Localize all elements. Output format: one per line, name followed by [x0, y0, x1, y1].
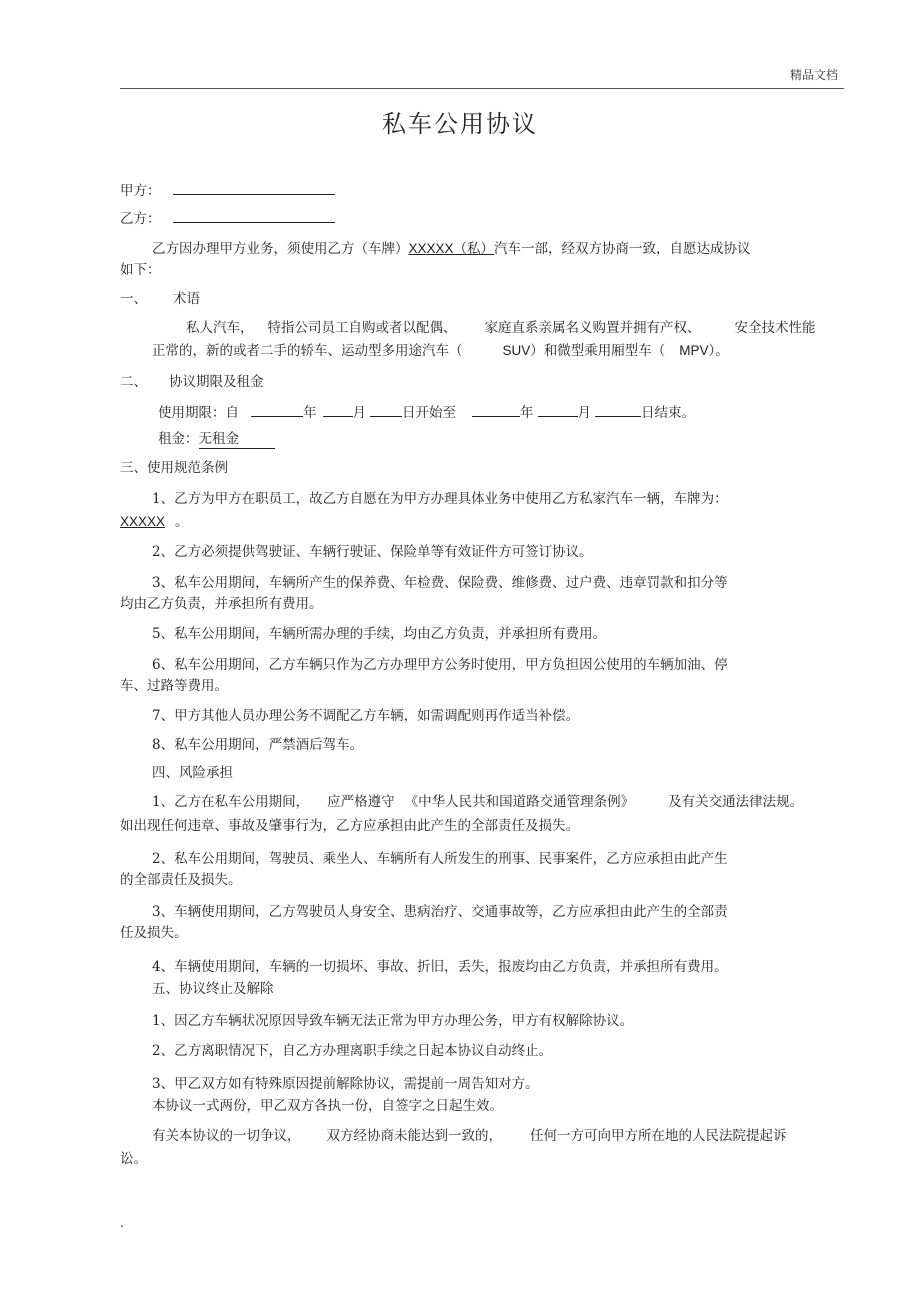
s3-item-1-end: 。: [175, 514, 189, 530]
start-month-blank: [323, 402, 353, 417]
s1-text-f: ）和微型乘用厢型车（: [530, 343, 666, 359]
plate-number: XXXXX（私）: [408, 241, 495, 256]
s4-text-b: 应严格遵守: [327, 794, 395, 810]
s1-text-c: 家庭直系亲属名义购置并拥有产权、: [484, 320, 701, 336]
section-3-heading: 三、使用规范条例: [120, 460, 228, 476]
s3-item-8: 8、私车公用期间，严禁酒后驾车。: [152, 737, 364, 753]
end-label: 日结束。: [641, 405, 695, 421]
party-a-blank: [173, 180, 335, 195]
section-2-number: 二、: [120, 374, 147, 390]
section-2-title: 协议期限及租金: [169, 374, 264, 390]
s4-text-c: 《中华人民共和国道路交通管理条例》: [404, 794, 635, 810]
month-label: 月: [352, 405, 366, 421]
s5-item-3: 3、甲乙双方如有特殊原因提前解除协议，需提前一周告知对方。: [152, 1076, 539, 1092]
s4-item-1-line-2: 如出现任何违章、事故及肇事行为，乙方应承担由此产生的全部责任及损失。: [120, 818, 579, 834]
section-1-title: 术语: [173, 291, 200, 307]
header-rule: [120, 88, 844, 89]
month-label-2: 月: [577, 405, 591, 421]
s4-item-4: 4、车辆使用期间，车辆的一切损坏、事故、折旧，丢失，报废均由乙方负责，并承担所有费用。: [152, 959, 728, 975]
s1-suv: SUV: [502, 343, 531, 358]
section-1-heading: [120, 290, 200, 308]
party-a-line: [120, 180, 335, 200]
party-b-blank: [173, 208, 335, 223]
copies-clause: 本协议一式两份，甲乙双方各执一份，自签字之日起生效。: [152, 1098, 503, 1114]
party-a-label: 甲方：: [120, 183, 161, 199]
document-title: 私车公用协议: [382, 110, 538, 138]
s1-line-2: [152, 342, 729, 360]
s1-text-a: 私人汽车，: [186, 320, 254, 336]
dispute-text-b: 双方经协商未能达到一致的，: [326, 1128, 502, 1144]
s3-item-1-line-2: [120, 513, 189, 531]
s3-item-2: 2、乙方必须提供驾驶证、车辆行驶证、保险单等有效证件方可签订协议。: [152, 544, 593, 560]
end-year-blank: [472, 402, 520, 417]
footer-dot: .: [120, 1216, 124, 1230]
s3-item-7: 7、甲方其他人员办理公务不调配乙方车辆，如需调配则再作适当补偿。: [152, 708, 580, 724]
s4-item-3-line-2: 任及损失。: [120, 925, 188, 941]
section-1-number: 一、: [120, 291, 147, 307]
s3-item-3-line-2: 均由乙方负责，并承担所有费用。: [120, 596, 323, 612]
dispute-line-1: [152, 1127, 787, 1145]
usage-period-line: [158, 402, 695, 422]
start-day-blank: [370, 402, 402, 417]
s4-item-3-line-1: 3、车辆使用期间，乙方驾驶员人身安全、患病治疗、交通事故等，乙方应承担由此产生的全部责: [152, 904, 728, 920]
s1-text-d: 安全技术性能: [734, 320, 816, 336]
s4-item-1-line-1: [152, 793, 803, 811]
s4-item-2-line-1: 2、私车公用期间，驾驶员、乘坐人、车辆所有人所发生的刑事、民事案件，乙方应承担由此产生: [152, 851, 728, 867]
s1-text-b: 特指公司员工自购或者以配偶、: [267, 320, 457, 336]
dispute-text-c: 任何一方可向甲方所在地的人民法院提起诉: [530, 1128, 787, 1144]
s1-line-1: [186, 319, 816, 337]
s3-item-5: 5、私车公用期间，车辆所需办理的手续，均由乙方负责，并承担所有费用。: [152, 626, 607, 642]
intro-line-1: [152, 240, 751, 258]
rent-line: [158, 430, 275, 449]
s3-item-6-line-1: 6、私车公用期间，乙方车辆只作为乙方办理甲方公务时使用，甲方负担因公使用的车辆加油、停: [152, 657, 728, 673]
s4-text-a: 1、乙方在私车公用期间，: [152, 794, 310, 810]
s1-mpv: MPV: [679, 343, 709, 358]
s3-item-6-line-2: 车、过路等费用。: [120, 678, 228, 694]
s4-text-d: 及有关交通法律法规。: [668, 794, 804, 810]
intro-text-2: 汽车一部，经双方协商一致，自愿达成协议: [494, 241, 751, 257]
s1-text-e: 正常的，新的或者二手的轿车、运动型多用途汽车（: [152, 343, 463, 359]
end-day-blank: [595, 402, 641, 417]
rent-label: 租金：: [158, 431, 199, 447]
party-b-label: 乙方：: [120, 211, 161, 227]
section-2-heading: [120, 373, 264, 391]
s3-item-1-line-1: 1、乙方为甲方在职员工，故乙方自愿在为甲方办理具体业务中使用乙方私家汽车一辆，车牌为：: [152, 491, 728, 507]
section-4-heading: 四、风险承担: [152, 765, 233, 781]
party-b-line: [120, 208, 335, 228]
year-label: 年: [303, 405, 317, 421]
intro-text-1: 乙方因办理甲方业务，须使用乙方（车牌）: [152, 241, 409, 257]
s5-item-1: 1、因乙方车辆状况原因导致车辆无法正常为甲方办理公务，甲方有权解除协议。: [152, 1013, 634, 1029]
start-label: 日开始至: [402, 405, 456, 421]
end-month-blank: [538, 402, 578, 417]
intro-line-2: 如下：: [120, 262, 161, 278]
header-tag: 精品文档: [789, 68, 838, 82]
section-5-heading: 五、协议终止及解除: [152, 981, 274, 997]
rent-value: 无租金: [199, 430, 276, 449]
dispute-line-2: 讼。: [120, 1151, 147, 1167]
s3-plate-number: XXXXX: [120, 514, 166, 529]
s1-text-g: ）。: [708, 343, 729, 359]
s4-item-2-line-2: 的全部责任及损失。: [120, 872, 242, 888]
s3-item-3-line-1: 3、私车公用期间，车辆所产生的保养费、年检费、保险费、维修费、过户费、违章罚款和扣分等: [152, 575, 728, 591]
period-label: 使用期限：自: [158, 405, 239, 421]
s5-item-2: 2、乙方离职情况下，自乙方办理离职手续之日起本协议自动终止。: [152, 1043, 553, 1059]
dispute-text-a: 有关本协议的一切争议，: [152, 1128, 301, 1144]
year-label-2: 年: [520, 405, 534, 421]
start-year-blank: [251, 402, 303, 417]
